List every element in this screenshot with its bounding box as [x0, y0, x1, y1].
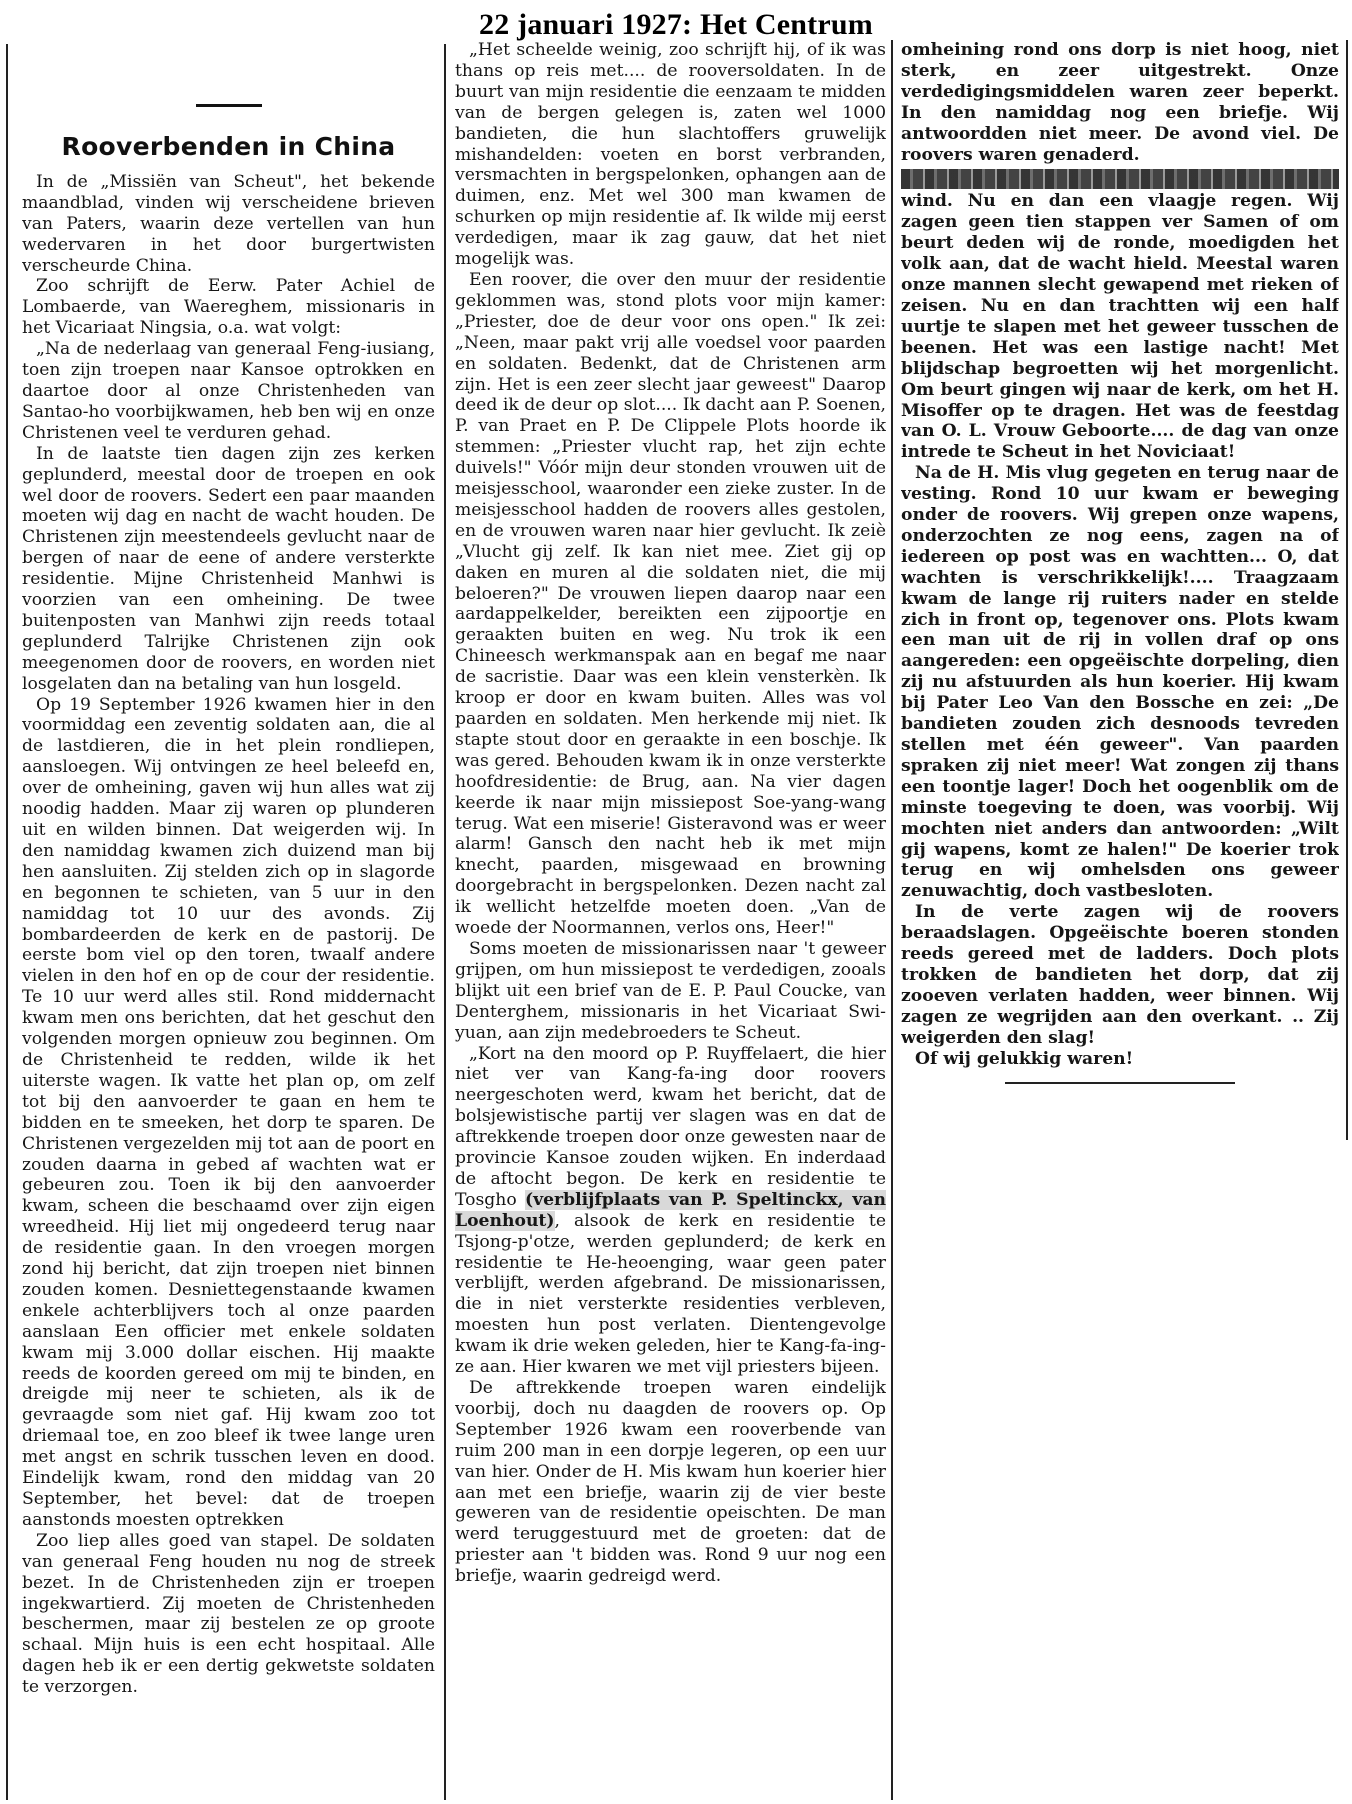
page-header-date-source: 22 januari 1927: Het Centrum [479, 8, 873, 41]
headline-separator [196, 104, 262, 107]
paragraph: omheining rond ons dorp is niet hoog, niet sterk, en zeer uitgestrekt. Onze verdedigingsmiddelen waren zeer beperkt. In den namiddag nog een briefje. Wij antwoordden niet meer. De avond viel. De roovers waren genaderd. [901, 40, 1339, 165]
paragraph: Na de H. Mis vlug gegeten en terug naar de vesting. Rond 10 uur kwam er beweging onder de roovers. Wij grepen onze wapens, onderzochten ze nog eens, zagen na of iedereen op post was en wachtten... O, dat wachten is verschrikkelijk!.... Traagzaam kwam de lange rij ruiters nader en stelde zich in front op, tegenover ons. Plots kwam een man uit de rij in vollen draf op ons aangereden: een opgeëischte dorpeling, dien zij nu afstuurden als hun koerier. Hij kwam bij Pater Leo Van den Bossche en zei: „De bandieten zouden zich desnoods tevreden stellen met één geweer". Van paarden spraken zij niet meer! Wat zongen zij thans een toontje lager! Doch het oogenblik om de minste toegeving te doen, was voorbij. Wij mochten niet anders dan antwoorden: „Wilt gij wapens, komt ze halen!" De koerier trok terug en wij omhelsden ons geweer zenuwachtig, doch vastbesloten. [901, 463, 1339, 902]
paragraph: Zoo liep alles goed van stapel. De soldaten van generaal Feng houden nu nog de streek bezet. In de Christenheden zijn er troepen ingekwartierd. Zij moeten de Christenheden beschermen, maar zij bestelen ze op groote schaal. Mijn huis is een echt hospitaal. Alle dagen heb ik er een dertig gekwetste soldaten te verzorgen. [22, 1530, 435, 1698]
article-column-1 [22, 40, 435, 1804]
article-column-2 [455, 40, 886, 1804]
paragraph: Op 19 September 1926 kwamen hier in den voormiddag een zeventig soldaten aan, die al de lastdieren, die in het plein rondliepen, aansloegen. Wij ontvingen ze heel beleefd en, over de omheining, gaven wij hun alles wat zij noodig hadden. Maar zij waren op plunderen uit en wilden binnen. Dat weigerden wij. In den namiddag kwamen zich duizend man bij hen aansluiten. Zij stelden zich op in slagorde en begonnen te schieten, van 5 uur in den namiddag tot 10 uur des avonds. Zij bombardeerden de kerk en de pastorij. De eerste bom viel op den toren, twaalf andere vielen in den hof en op de cour der residentie. Te 10 uur werd alles stil. Rond middernacht kwam men ons berichten, dat het geschut den volgenden morgen opnieuw zou beginnen. Om de Christenheid te redden, wilde ik het uiterste wagen. Ik vatte het plan op, om zelf tot bij den aanvoerder te gaan en hem te bidden en te smeeken, het dorp te sparen. De Christenen vergezelden mij tot aan de poort en zouden daarna in gebed af wachten wat er gebeuren zou. Toen ik bij den aanvoerder kwam, scheen die beschaamd over zijn eigen wreedheid. Hij liet mij ongedeerd terug naar de residentie gaan. In den vroegen morgen zond hij bericht, dat zijn troepen niet binnen zouden komen. Desniettegenstaande kwamen enkele achterblijvers toch al onze paarden aanslaan Een officier met enkele soldaten kwam mij 3.000 dollar eischen. Hij maakte reeds de koorden gereed om mij te binden, en dreigde mij neer te schieten, als ik de gevraagde som niet gaf. Hij kwam zoo tot driemaal toe, en zoo bleef ik twee lange uren met angst en schrik tusschen leven en dood. Eindelijk kwam, rond den middag van 20 September, het bevel: dat de troepen aanstonds moesten optrekken [22, 694, 435, 1530]
paragraph: In de laatste tien dagen zijn zes kerken geplunderd, meestal door de troepen en ook wel door de roovers. Sedert een paar maanden moeten wij dag en nacht de wacht houden. De Christenen zijn meestendeels gevlucht naar de bergen of naar de eene of andere versterkte residentie. Mijne Christenheid Manhwi is voorzien van een omheining. De twee buitenposten van Manhwi zijn reeds totaal geplunderd Talrijke Christenen zijn ook meegenomen door de roovers, en worden niet losgelaten dan na betaling van hun losgeld. [22, 443, 435, 694]
article-end-rule [1005, 1082, 1235, 1084]
column-rule-1-2 [444, 44, 446, 1800]
paragraph-text: „Kort na den moord op P. Ruyffelaert, die hier niet ver van Kang-fa-ing door roovers neergeschoten werd, kwam het bericht, dat de bolsjewistische partij ver slagen was en dat de aftrekkende troepen door onze gewesten naar de provincie Kansoe zouden wijken. En inderdaad de aftocht begon. De kerk en residentie te Tosgho [455, 1043, 886, 1210]
column-rule-2-3 [891, 40, 893, 1800]
closing-line: Of wij gelukkig waren! [915, 1048, 1134, 1069]
paragraph: Een roover, die over den muur der residentie geklommen was, stond plots voor mijn kamer: „Priester, doe de deur voor ons open." Ik zei: „Neen, maar pakt vrij alle voedsel voor paarden en soldaten. Bedenkt, dat de Christenen arm zijn. Het is een zeer slecht jaar geweest" Daarop deed ik de deur op slot.... Ik dacht aan P. Soenen, P. van Praet en P. De Clippele Plots hoorde ik stemmen: „Priester vlucht rap, het zijn echte duivels!" Vóór mijn deur stonden vrouwen uit de meisjesschool, waaronder een zieke zuster. In de meisjesschool hadden de roovers alles gestolen, en de vrouwen waren naar hier gevlucht. Ik zeiè „Vlucht gij zelf. Ik kan niet mee. Ziet gij op daken en muren al die soldaten niet, die mij beloeren?" De vrouwen liepen daarop naar een aardappelkelder, bereikten een zijpoortje en geraakten buiten en weg. Nu trok ik een Chineesch werkmanspak aan en begaf me naar de sacristie. Daar was een klein vensterkèn. Ik kroop er door en kwam buiten. Alles was vol paarden en soldaten. Men herkende mij niet. Ik stapte stout door en geraakte in een boschje. Ik was gered. Behouden kwam ik in onze versterkte hoofdresidentie: de Brug, aan. Na vier dagen keerde ik naar mijn missiepost Soe-yang-wang terug. Wat een miserie! Gisteravond was er weer alarm! Gansch den nacht heb ik met mijn knecht, paarden, misgewaad en browning doorgebracht in bergspelonken. Dezen nacht zal ik wellicht hetzelfde moeten doen. „Van de woede der Noormannen, verlos ons, Heer!" [455, 269, 886, 939]
paragraph: „Het scheelde weinig, zoo schrijft hij, of ik was thans op reis met.... de rooversoldaten. In de buurt van mijn residentie die eenzaam te midden van de bergen gelegen is, zaten wel 1000 bandieten, die hun slachtoffers gruwelijk mishandelden: voeten en borst verbranden, versmachten in bergspelonken, ophangen aan de duimen, enz. Met wel 300 man kwamen de schurken op mijn residentie af. Ik wilde mij eerst verdedigen, maar ik zag gauw, dat het niet mogelijk was. [455, 40, 886, 270]
article-column-3 [901, 40, 1339, 1150]
paragraph: „Na de nederlaag van generaal Feng-iusiang, toen zijn troepen naar Kansoe optrokken en daartoe door al onze Christenheden van Santao-ho voorbijkwamen, heb ben wij en onze Christenen veel te verduren gehad. [22, 339, 435, 443]
column-rule-left [6, 44, 8, 1800]
paragraph: De aftrekkende troepen waren eindelijk voorbij, doch nu daagden de roovers op. Op September 1926 kwam een rooverbende van ruim 200 man in een dorpje legeren, op een uur van hier. Onder de H. Mis kwam hun koerier hier aan met een briefje, waarin zij de vier beste geweren van de residentie opeischten. De man werd teruggestuurd met de groeten: dat de priester aan 't bidden was. Rond 9 uur nog een briefje, waarin gedreigd werd. [455, 1378, 886, 1587]
column-rule-right [1346, 40, 1348, 1140]
paragraph: In de „Missiën van Scheut", het bekende maandblad, vinden wij verscheidene brieven van Paters, waarin deze vertellen van hun wedervaren in het door burgertwisten verscheurde China. [22, 171, 435, 276]
paragraph-text: , alsook de kerk en residentie te Tsjong-p'otze, werden geplunderd; de kerk en residentie te He-heoenging, waar geen pater verblijft, werden afgebrand. De missionarissen, die in niet versterkte residenties verbleven, moesten hun post verlaten. Dientengevolge kwam ik drie weken geleden, hier te Kang-fa-ing-ze aan. Hier kwaren we met vijl priesters bijeen. [455, 1210, 886, 1378]
paragraph: Soms moeten de missionarissen naar 't geweer grijpen, om hun missiepost te verdedigen, zooals blijkt uit een brief van de E. P. Paul Coucke, van Denterghem, missionaris in het Vicariaat Swi-yuan, aan zijn medebroeders te Scheut. [455, 938, 886, 1043]
article-headline: Rooverbenden in China [61, 132, 396, 161]
paragraph: Zoo schrijft de Eerw. Pater Achiel de Lombaerde, van Waereghem, missionaris in het Vicariaat Ningsia, o.a. wat volgt: [22, 276, 435, 339]
damaged-print-line [901, 169, 1339, 189]
paragraph: wind. Nu en dan een vlaagje regen. Wij zagen geen tien stappen ver Samen of om beurt deden wij de ronde, moedigden het volk aan, dat de wacht hield. Meestal waren onze mannen slecht gewapend met rieken of zeisen. Nu en dan trachtten wij een half uurtje te slapen met het geweer tusschen de beenen. Het was een lastige nacht! Met blijdschap begroetten wij het morgenlicht. Om beurt gingen wij naar de kerk, om het H. Misoffer op te dragen. Het was de feestdag van O. L. Vrouw Geboorte.... de dag van onze intrede te Scheut in het Noviciaat! [901, 191, 1339, 463]
highlighted-passage: (verblijfplaats van P. Speltinckx, van Loenhout) [455, 1189, 886, 1231]
paragraph [455, 1044, 886, 1379]
paragraph: In de verte zagen wij de roovers beraadslagen. Opgeëischte boeren stonden reeds gereed met de ladders. Doch plots trokken de bandieten het dorp, dat zij zooeven verlaten hadden, weer binnen. Wij zagen ze wegrijden aan den overkant. .. Zij weigerden den slag! [901, 902, 1339, 1048]
